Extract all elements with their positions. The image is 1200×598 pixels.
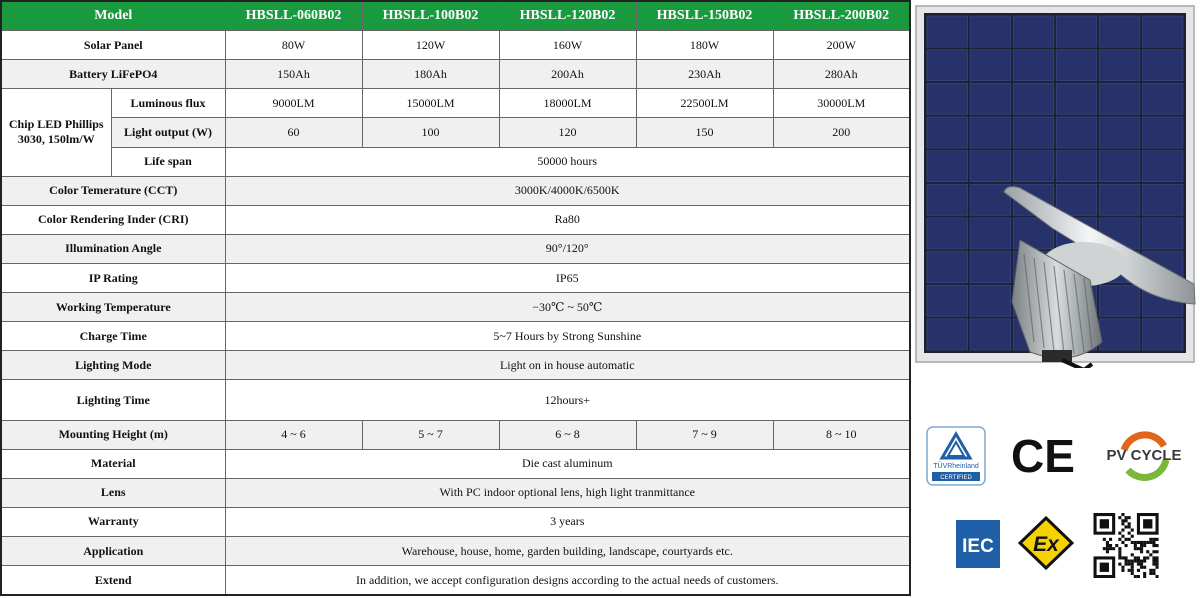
cell: 50000 hours — [225, 147, 910, 176]
row-lens — [1, 478, 910, 507]
row-label: Material — [1, 449, 225, 478]
solar-cell — [1056, 83, 1097, 114]
solar-cell — [1142, 16, 1183, 47]
row-application — [1, 537, 910, 566]
solar-cell — [970, 285, 1011, 316]
ex-atex-icon — [1018, 516, 1074, 570]
solar-cell — [927, 218, 968, 249]
ce-mark-text: CE — [1011, 430, 1075, 480]
row-label: Mounting Height (m) — [1, 420, 225, 449]
iec-text: IEC — [962, 536, 994, 557]
solar-cell — [1099, 151, 1140, 182]
solar-cell — [1056, 16, 1097, 47]
row-label: Light output (W) — [111, 118, 225, 147]
cell: 180W — [636, 31, 773, 60]
cell: 200 — [773, 118, 910, 147]
solar-cell — [970, 117, 1011, 148]
certification-logos — [912, 418, 1198, 588]
solar-cell — [1013, 151, 1054, 182]
row-label: Color Rendering Inder (CRI) — [1, 205, 225, 234]
row-label: Working Temperature — [1, 293, 225, 322]
row-solar-panel — [1, 31, 910, 60]
solar-cell — [1099, 16, 1140, 47]
cell: Light on in house automatic — [225, 351, 910, 380]
cell: 4 ~ 6 — [225, 420, 362, 449]
row-warranty — [1, 507, 910, 536]
row-charge-time — [1, 322, 910, 351]
cell: 5~7 Hours by Strong Sunshine — [225, 322, 910, 351]
solar-cell — [1099, 285, 1140, 316]
cell: 7 ~ 9 — [636, 420, 773, 449]
row-label: Life span — [111, 147, 225, 176]
row-label: Extend — [1, 566, 225, 595]
row-label: Warranty — [1, 507, 225, 536]
solar-cell — [927, 83, 968, 114]
tuv-certified-icon — [926, 426, 986, 486]
row-label: Illumination Angle — [1, 234, 225, 263]
cell: Ra80 — [225, 205, 910, 234]
cell: 6 ~ 8 — [499, 420, 636, 449]
row-label: Lighting Time — [1, 380, 225, 420]
cell: 5 ~ 7 — [362, 420, 499, 449]
solar-cell — [927, 16, 968, 47]
pv-cycle-icon — [1098, 424, 1190, 484]
cell: 120 — [499, 118, 636, 147]
row-light-output — [1, 118, 910, 147]
solar-cell — [1142, 83, 1183, 114]
cell: 60 — [225, 118, 362, 147]
model-name: HBSLL-060B02 — [225, 1, 362, 31]
cell: 8 ~ 10 — [773, 420, 910, 449]
row-label: Luminous flux — [111, 89, 225, 118]
row-luminous-flux — [1, 89, 910, 118]
row-label: IP Rating — [1, 263, 225, 292]
model-name: HBSLL-100B02 — [362, 1, 499, 31]
cell: 22500LM — [636, 89, 773, 118]
solar-cell — [1142, 50, 1183, 81]
cell: 280Ah — [773, 60, 910, 89]
solar-cell — [1142, 117, 1183, 148]
cell: Die cast aluminum — [225, 449, 910, 478]
row-ip — [1, 263, 910, 292]
row-battery — [1, 60, 910, 89]
solar-cell — [1142, 151, 1183, 182]
solar-cell — [1056, 184, 1097, 215]
pv-cycle-text: PV CYCLE — [1106, 447, 1182, 464]
row-material — [1, 449, 910, 478]
row-cct — [1, 176, 910, 205]
solar-cell — [927, 151, 968, 182]
solar-cell — [970, 252, 1011, 283]
solar-cell — [927, 285, 968, 316]
cell: In addition, we accept configuration designs according to the actual needs of customers. — [225, 566, 910, 595]
qr-code-icon — [1092, 512, 1160, 578]
cell: 18000LM — [499, 89, 636, 118]
row-working-temp — [1, 293, 910, 322]
solar-cell — [927, 319, 968, 350]
ce-mark-icon — [1008, 430, 1078, 480]
row-label: Battery LiFePO4 — [1, 60, 225, 89]
chip-led-group-label: Chip LED Phillips 3030, 150lm/W — [1, 89, 111, 176]
row-cri — [1, 205, 910, 234]
cell: With PC indoor optional lens, high light tranmittance — [225, 478, 910, 507]
solar-cell — [1013, 50, 1054, 81]
model-header: Model — [1, 1, 225, 31]
iec-icon — [956, 520, 1000, 568]
cell: 100 — [362, 118, 499, 147]
model-name: HBSLL-150B02 — [636, 1, 773, 31]
row-label: Solar Panel — [1, 31, 225, 60]
cell: 200W — [773, 31, 910, 60]
solar-cell — [1013, 16, 1054, 47]
solar-cell — [970, 16, 1011, 47]
row-lighting-time — [1, 380, 910, 420]
ex-text: Ex — [1033, 533, 1059, 556]
solar-cell — [927, 184, 968, 215]
solar-cell — [927, 117, 968, 148]
solar-cell — [1013, 117, 1054, 148]
cell: 3 years — [225, 507, 910, 536]
cell: 80W — [225, 31, 362, 60]
solar-cell — [1099, 319, 1140, 350]
cell: 150 — [636, 118, 773, 147]
cell: 200Ah — [499, 60, 636, 89]
cell: 180Ah — [362, 60, 499, 89]
solar-cell — [1142, 319, 1183, 350]
model-name: HBSLL-200B02 — [773, 1, 910, 31]
row-label: Lens — [1, 478, 225, 507]
row-mounting-height — [1, 420, 910, 449]
product-image — [912, 2, 1198, 368]
cell: 12hours+ — [225, 380, 910, 420]
solar-cell — [1099, 50, 1140, 81]
solar-cell — [1013, 83, 1054, 114]
solar-cell — [970, 83, 1011, 114]
row-life-span — [1, 147, 910, 176]
row-angle — [1, 234, 910, 263]
row-label: Color Temerature (CCT) — [1, 176, 225, 205]
row-extend — [1, 566, 910, 595]
solar-cell — [1099, 184, 1140, 215]
solar-cell — [1142, 184, 1183, 215]
row-label: Lighting Mode — [1, 351, 225, 380]
model-name: HBSLL-120B02 — [499, 1, 636, 31]
solar-cell — [970, 319, 1011, 350]
solar-cell — [927, 50, 968, 81]
cell: 3000K/4000K/6500K — [225, 176, 910, 205]
cell: 90°/120° — [225, 234, 910, 263]
cell: Warehouse, house, home, garden building, landscape, courtyards etc. — [225, 537, 910, 566]
solar-cell — [970, 151, 1011, 182]
row-label: Charge Time — [1, 322, 225, 351]
solar-cell — [1056, 117, 1097, 148]
solar-cell — [1056, 50, 1097, 81]
solar-cell — [970, 218, 1011, 249]
cell: 15000LM — [362, 89, 499, 118]
row-label: Application — [1, 537, 225, 566]
solar-cell — [1142, 218, 1183, 249]
cell: 150Ah — [225, 60, 362, 89]
solar-cell — [970, 50, 1011, 81]
cell: 9000LM — [225, 89, 362, 118]
row-lighting-mode — [1, 351, 910, 380]
solar-cell — [1099, 117, 1140, 148]
cell: IP65 — [225, 263, 910, 292]
cell: 160W — [499, 31, 636, 60]
solar-cell — [970, 184, 1011, 215]
solar-cell — [927, 252, 968, 283]
cell: −30℃ ~ 50℃ — [225, 293, 910, 322]
cell: 120W — [362, 31, 499, 60]
cell: 30000LM — [773, 89, 910, 118]
cell: 230Ah — [636, 60, 773, 89]
tuv-name: TÜVRheinland — [933, 463, 979, 470]
solar-cell — [1099, 83, 1140, 114]
tuv-sub: CERTIFIED — [940, 475, 972, 481]
header-row — [1, 1, 910, 31]
solar-cell — [1056, 151, 1097, 182]
